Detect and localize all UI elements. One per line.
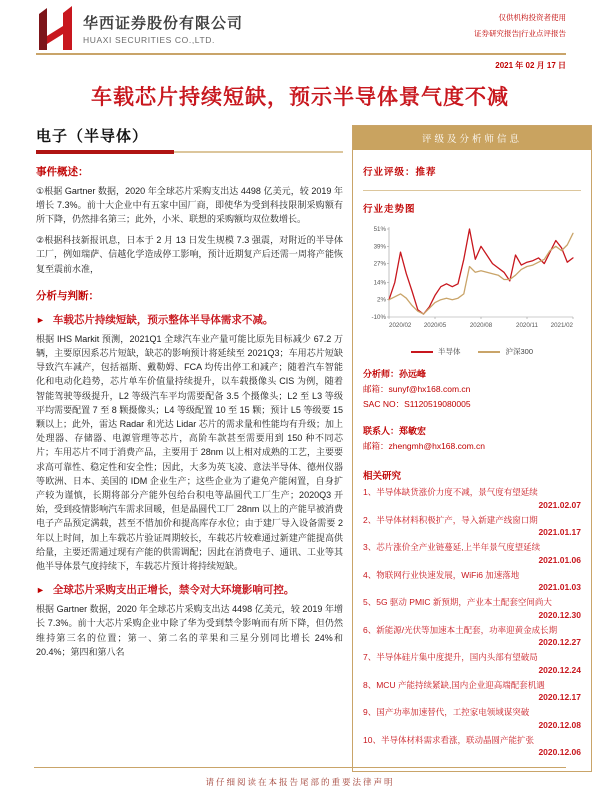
bullet-2-title: 全球芯片采购支出正增长，禁令对大环境影响可控。 bbox=[52, 584, 295, 597]
legend-item-semiconductor bbox=[411, 346, 461, 357]
report-date: 2021 年 02 月 17 日 bbox=[495, 61, 566, 70]
rating-value: 推荐 bbox=[415, 167, 437, 178]
legend-label: 沪深300 bbox=[505, 347, 533, 356]
industry-chart bbox=[363, 221, 581, 344]
report-title: 车载芯片持续短缺，预示半导体景气度不减 bbox=[91, 85, 509, 109]
svg-text:2021/02: 2021/02 bbox=[550, 322, 573, 329]
related-item: 3、芯片涨价全产业链蔓延,上半年景气度望延续 2021.01.06 bbox=[363, 542, 581, 565]
bullet-arrow-icon: ► bbox=[36, 585, 45, 596]
svg-text:39%: 39% bbox=[373, 243, 386, 251]
related-item: 7、半导体硅片集中度提升，国内头部有望破局 2020.12.24 bbox=[363, 652, 581, 675]
svg-text:51%: 51% bbox=[373, 226, 386, 233]
investor-notice: 仅供机构投资者使用 bbox=[498, 13, 566, 22]
analyst-name: 分析师：孙远峰 bbox=[363, 369, 427, 379]
industry-rating bbox=[363, 158, 581, 191]
bullet-1-title: 车载芯片持续短缺，预示整体半导体需求不减。 bbox=[52, 313, 274, 326]
related-item: 1、半导体缺货涨价力度不减，景气度有望延续 2021.02.07 bbox=[363, 487, 581, 510]
chart-legend bbox=[363, 346, 581, 357]
page-footer bbox=[0, 767, 600, 789]
rating-label: 行业评级： bbox=[363, 167, 416, 178]
rating-analyst-infobox bbox=[352, 125, 592, 772]
report-header bbox=[0, 0, 600, 71]
related-item: 4、物联网行业快速发展，WiFi6 加速落地 2021.01.03 bbox=[363, 569, 581, 592]
contact-name: 联系人：郑敏宏 bbox=[363, 426, 427, 436]
svg-text:2020/05: 2020/05 bbox=[423, 322, 447, 329]
company-name-en: HUAXI SECURITIES CO.,LTD. bbox=[83, 34, 215, 45]
event-paragraph-1: ①根据 Gartner 数据，2020 年全球芯片采购支出达 4498 亿美元，较 2019 年增长 7.3%。前十大企业中有五家中国厂商，即使华为受到科技限制采购额有所下降，仍然排名第三；此外，小米、联想的采购额均双位数增长。 bbox=[36, 185, 343, 224]
chart-title: 行业走势图 bbox=[363, 204, 416, 215]
bullet-2-body: 根据 Gartner 数据，2020 年全球芯片采购支出达 4498 亿美元，较 2019 年增长 7.3%。前十大芯片采购企业中除了华为受到禁令影响而有所下降，但仍然维持第三名的位置；第一、第二名的苹果和三星分别同比增长 24%和 20.4%；第四和第八名 bbox=[36, 604, 343, 657]
report-type: 证券研究报告|行业点评报告 bbox=[474, 29, 566, 38]
related-item: 5、5G 驱动 PMIC 新预期，产业本土配套空间尚大 2020.12.30 bbox=[363, 597, 581, 620]
legal-notice: 请仔细阅读在本报告尾部的重要法律声明 bbox=[205, 777, 395, 787]
legend-line-swatch bbox=[478, 351, 500, 353]
svg-text:2020/08: 2020/08 bbox=[469, 322, 493, 329]
event-paragraph-2: ②根据科技新报讯息，日本于 2 月 13 日发生规模 7.3 强震，对附近的半导体工厂，例如瑞萨、信越化学造成停工影响，预计近期复产后还需一周将产能恢复至震前水准， bbox=[36, 235, 343, 274]
related-item: 8、MCU 产能持续紧缺,国内企业迎高端配套机遇 2020.12.17 bbox=[363, 679, 581, 702]
analysis-heading: 分析与判断： bbox=[36, 289, 99, 302]
brand-block bbox=[36, 6, 243, 50]
related-research-list bbox=[363, 486, 581, 758]
svg-text:27%: 27% bbox=[373, 260, 386, 268]
legend-item-hs300 bbox=[478, 346, 533, 357]
event-heading: 事件概述： bbox=[36, 165, 89, 178]
legend-label: 半导体 bbox=[437, 347, 461, 356]
related-research-heading: 相关研究 bbox=[363, 471, 402, 482]
bullet-arrow-icon: ► bbox=[36, 314, 45, 325]
analyst-email: 邮箱：sunyf@hx168.com.cn bbox=[363, 384, 471, 394]
analyst-sac-no: SAC NO：S1120519080005 bbox=[363, 399, 471, 409]
related-item: 9、国产功率加速替代，工控家电领域谋突破 2020.12.08 bbox=[363, 707, 581, 730]
svg-text:2020/02: 2020/02 bbox=[389, 322, 412, 329]
bullet-1-body: 根据 IHS Markit 预测，2021Q1 全球汽车业产量可能比原先目标减少 67.2 万辆，主要原因系芯片短缺，缺芯的影响预计将延续至 2021Q3；车用芯片短缺导致汽车减产，包括福斯、戴勒姆、FCA 均传出停工和减产；随着汽车智能化和电动化趋势，芯片单车价值量持续提升，以车载摄像头 CIS 为例，随着智能驾驶等级提升，L2 等级汽车平均需要配备 3.5 个摄像头；L2 至 L3 等级平均需要配置 7 至 8 颗摄像头；L4 等级配置 10 至 15 颗；预计 L5 等级要 15 颗以上；此外，雷达 Radar 和光达 Lidar 芯片的需求量和性能均有升级；加上处理器、存储器、电源管理等芯片，高阶车款甚至需要用到 150 种不同芯片；车用芯片不同于消费产品，主要用于 28nm 以上相对成熟的工艺，主要要求高可靠性、稳定性和安全性；因此，大多为英飞凌、意法半导体、德州仪器等欧洲、日本、美国的 IDM 企业生产；这些企业为了避免产能闲置，自身扩产较为谨慎，长期将部分产能外包给台积电等晶圆代工厂生产；2020Q3 开始，受到疫情影响汽车需求回暖，但是晶圆代工厂 28nm 以上的产能早被消费电子产品预定满载，甚至不惜加价和提高库存水位；由于建厂导入设备需要 2 年以上时间，加上车载芯片验证周期较长，车载芯片较难通过新建产能提高供给量，主要还需通过现有产能的供需调配；因此在消费电子、通讯、工业等其他半导体景气度持续下，车载芯片预计将持续短缺。 bbox=[36, 333, 343, 571]
related-item: 10、半导体材料需求看涨，联动晶圆产能扩张 2020.12.06 bbox=[363, 734, 581, 757]
related-item: 6、新能源/光伏等加速本土配套，功率迎黄金成长期 2020.12.27 bbox=[363, 624, 581, 647]
related-item: 2、半导体材料积极扩产，导入新建产线窗口期 2021.01.17 bbox=[363, 514, 581, 537]
company-name-cn: 华西证券股份有限公司 bbox=[83, 14, 244, 32]
huaxi-logo-icon bbox=[36, 6, 76, 50]
svg-text:2%: 2% bbox=[377, 296, 386, 304]
analyst-block bbox=[363, 367, 581, 454]
legend-line-swatch bbox=[411, 351, 433, 353]
industry-label: 电子（半导体） bbox=[36, 128, 149, 145]
infobox-header: 评级及分析师信息 bbox=[353, 126, 591, 150]
main-content bbox=[36, 125, 343, 666]
analysis-bullet-1 bbox=[36, 313, 343, 328]
contact-email: 邮箱：zhengmh@hx168.com.cn bbox=[363, 441, 486, 451]
analysis-bullet-2 bbox=[36, 583, 343, 598]
industry-label-rule bbox=[36, 150, 343, 154]
svg-text:-10%: -10% bbox=[371, 314, 386, 321]
svg-text:2020/11: 2020/11 bbox=[516, 322, 538, 329]
svg-text:14%: 14% bbox=[373, 279, 386, 287]
